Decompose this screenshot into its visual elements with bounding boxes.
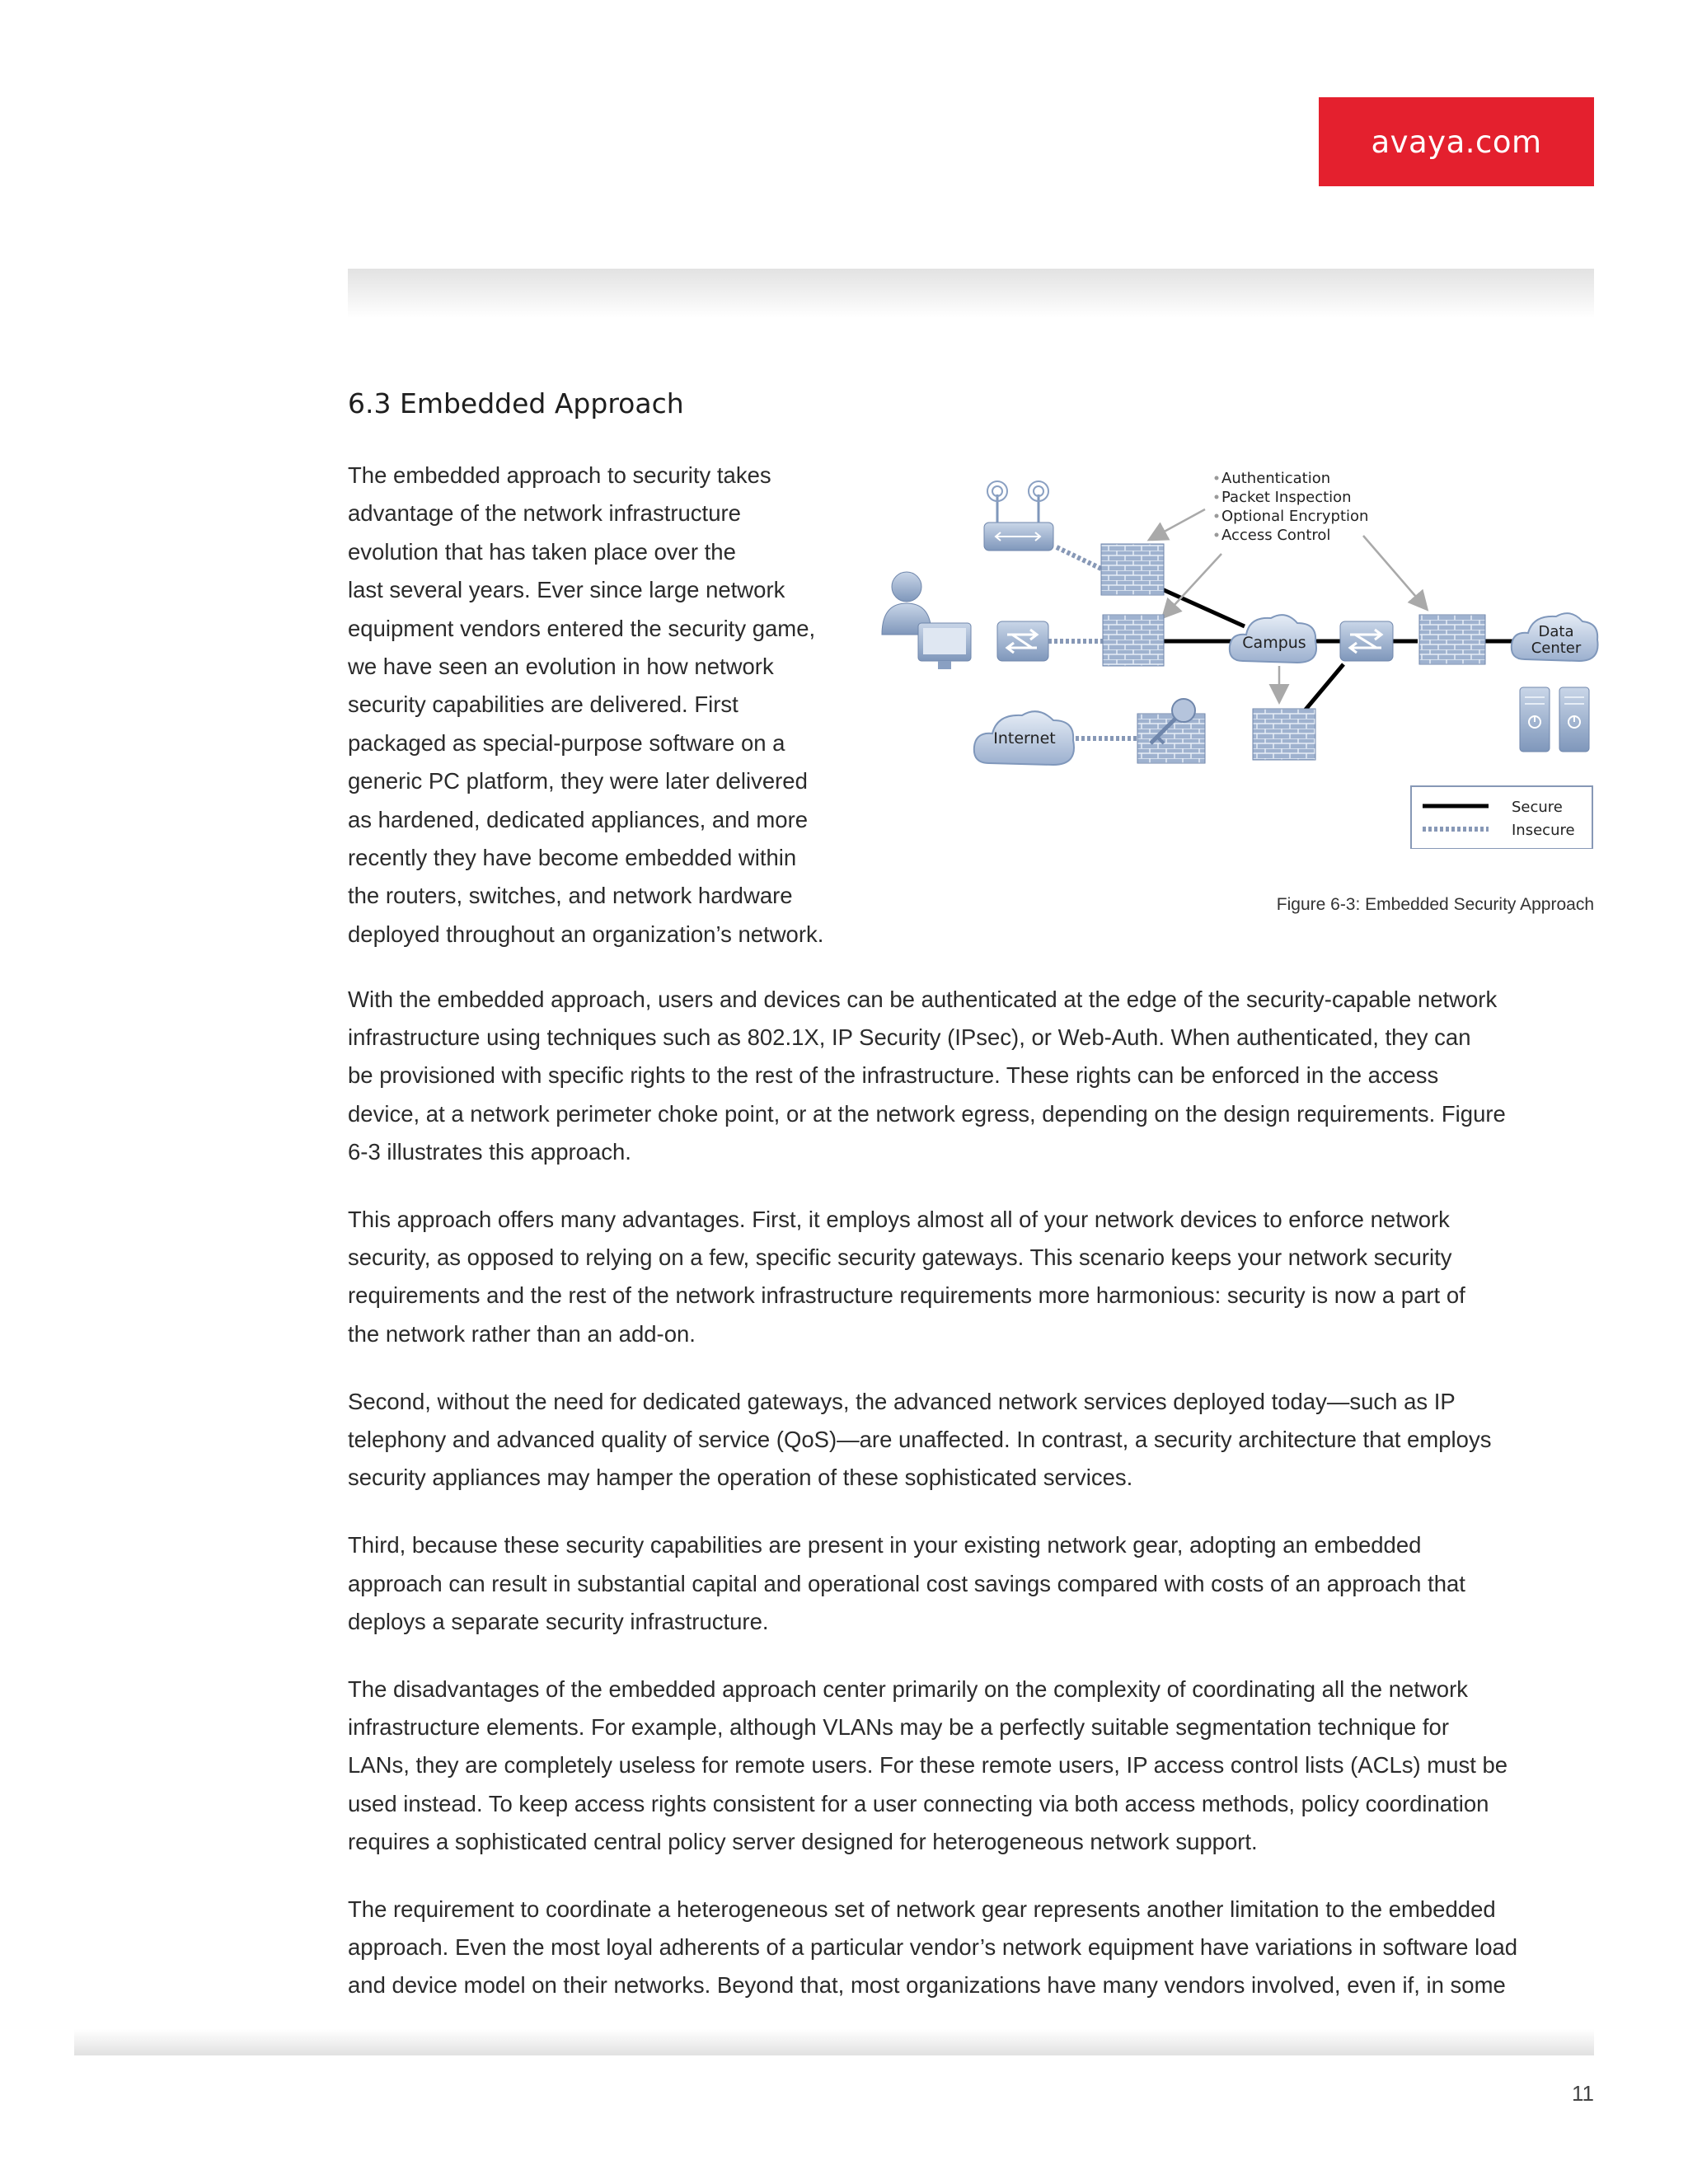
intro-paragraph: [348, 457, 859, 954]
body-line: requirements and the rest of the network infrastructure requirements more harmonious: security is now a part of: [348, 1282, 1465, 1309]
body-line: With the embedded approach, users and devices can be authenticated at the edge of the security-capable network: [348, 987, 1498, 1012]
body-text: [348, 981, 1594, 2035]
embedded-security-diagram: [865, 462, 1599, 849]
body-paragraph: [348, 1891, 1594, 2005]
data-center-cloud: [1512, 613, 1598, 661]
intro-line: deployed throughout an organization’s network.: [348, 921, 824, 947]
body-line: be provisioned with specific rights to the rest of the infrastructure. These rights can be enforced in the access: [348, 1062, 1439, 1089]
server-icon: [1559, 687, 1589, 752]
intro-line: as hardened, dedicated appliances, and more: [348, 806, 809, 832]
body-line: The disadvantages of the embedded approach center primarily on the complexity of coordinating all the network: [348, 1676, 1468, 1703]
footer-divider-band: [74, 2029, 1594, 2055]
body-line: infrastructure elements. For example, although VLANs may be a perfectly suitable segmentation technique for: [348, 1714, 1449, 1741]
body-line: security, as opposed to relying on a few, specific security gateways. This scenario keeps your network security: [348, 1244, 1452, 1271]
body-line: approach can result in substantial capital and operational cost savings compared with costs of an approach that: [348, 1570, 1465, 1596]
firewall-icon: [1137, 699, 1205, 763]
body-line: device, at a network perimeter choke point, or at the network egress, depending on the design requirements. Figure: [348, 1100, 1506, 1127]
section-heading: 6.3 Embedded Approach: [348, 387, 684, 419]
body-line: approach. Even the most loyal adherents of a particular vendor’s network equipment have variations in software load: [348, 1934, 1518, 1961]
feature-item: Authentication: [1221, 470, 1331, 487]
body-line: Third, because these security capabilities are present in your existing network gear, adopting an embedded: [348, 1532, 1422, 1558]
body-paragraph: [348, 1201, 1594, 1353]
campus-cloud: [1230, 615, 1316, 663]
body-line: infrastructure using techniques such as 802.1X, IP Security (IPsec), or Web-Auth. When authenticated, they can: [348, 1024, 1471, 1051]
intro-line: recently they have become embedded within: [348, 845, 797, 871]
legend-secure-label: Secure: [1512, 799, 1563, 816]
body-line: deploys a separate security infrastructure.: [348, 1608, 769, 1634]
page-number: 11: [1572, 2081, 1594, 2106]
access-switch-icon: [997, 621, 1048, 661]
campus-label: Campus: [1242, 634, 1306, 652]
intro-line: last several years. Ever since large network: [348, 577, 785, 603]
feature-item: Packet Inspection: [1221, 489, 1352, 506]
intro-line: equipment vendors entered the security game,: [348, 615, 816, 641]
body-paragraph: [348, 981, 1594, 1171]
wireless-router-icon: [984, 481, 1053, 551]
diagram-legend: [1411, 786, 1592, 849]
body-line: and device model on their networks. Beyond that, most organizations have many vendors involved, even if, in some: [348, 1972, 1506, 1999]
firewall-icon: [1103, 615, 1164, 666]
body-line: Second, without the need for dedicated gateways, the advanced network services deployed today—such as IP: [348, 1388, 1456, 1414]
body-line: the network rather than an add-on.: [348, 1320, 696, 1347]
body-line: The requirement to coordinate a heterogeneous set of network gear represents another limitation to the embedded: [348, 1896, 1496, 1923]
data-center-label: Data: [1538, 623, 1574, 640]
feature-list: [1215, 470, 1369, 544]
body-line: This approach offers many advantages. First, it employs almost all of your network devices to enforce network: [348, 1207, 1450, 1233]
core-switch-icon: [1340, 621, 1393, 661]
feature-item: Optional Encryption: [1221, 508, 1369, 525]
body-line: used instead. To keep access rights consistent for a user connecting via both access methods, policy coordination: [348, 1790, 1489, 1816]
brand-badge[interactable]: avaya.com: [1319, 97, 1594, 186]
intro-line: The embedded approach to security takes: [348, 462, 771, 488]
body-line: 6-3 illustrates this approach.: [348, 1138, 631, 1165]
body-paragraph: [348, 1526, 1594, 1641]
body-line: LANs, they are completely useless for remote users. For these remote users, IP access control lists (ACLs) must be: [348, 1752, 1508, 1779]
intro-line: generic PC platform, they were later delivered: [348, 768, 808, 794]
body-line: telephony and advanced quality of service (QoS)—are unaffected. In contrast, a security architecture that employs: [348, 1427, 1492, 1453]
firewall-icon: [1253, 709, 1315, 760]
body-line: security appliances may hamper the operation of these sophisticated services.: [348, 1465, 1133, 1491]
body-paragraph: [348, 1383, 1594, 1497]
intro-line: security capabilities are delivered. First: [348, 691, 738, 718]
feature-item: Access Control: [1221, 527, 1331, 544]
intro-line: we have seen an evolution in how network: [348, 654, 774, 680]
diagram-canvas: [865, 462, 1599, 849]
user-workstation-icon: [882, 572, 971, 669]
intro-line: packaged as special-purpose software on a: [348, 729, 785, 756]
legend-insecure-label: Insecure: [1512, 822, 1575, 839]
internet-cloud: [974, 711, 1074, 765]
data-center-label: Center: [1531, 640, 1582, 657]
internet-label: Internet: [993, 729, 1056, 748]
body-paragraph: [348, 1671, 1594, 1861]
firewall-icon: [1419, 615, 1485, 664]
firewall-icon: [1101, 544, 1164, 595]
intro-line: advantage of the network infrastructure: [348, 500, 741, 527]
server-icon: [1520, 687, 1550, 752]
header-divider-band: [348, 269, 1594, 318]
figure-caption: Figure 6-3: Embedded Security Approach: [1276, 895, 1594, 914]
intro-line: the routers, switches, and network hardware: [348, 883, 793, 909]
intro-line: evolution that has taken place over the: [348, 538, 736, 565]
body-line: requires a sophisticated central policy server designed for heterogeneous network support.: [348, 1828, 1258, 1854]
